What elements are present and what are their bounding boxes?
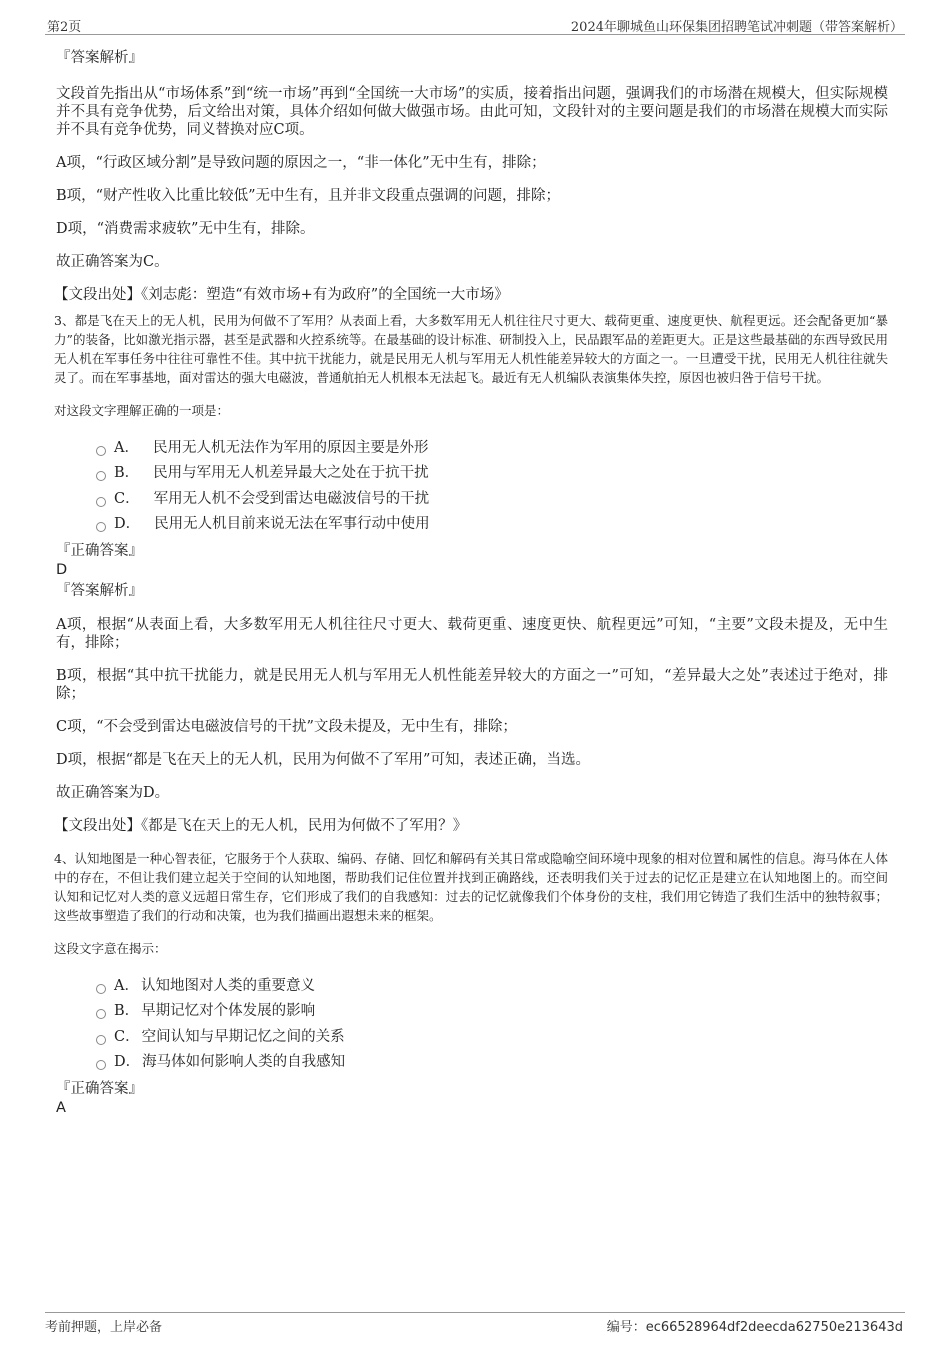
page-header [45, 14, 905, 35]
document-code-label: 编号： [606, 1320, 646, 1335]
analysis-option-d: D项，“消费需求疲软”无中生有，排除。 [56, 221, 315, 237]
question-4-text: 4、认知地图是一种心智表征，它服务于个人获取、编码、存储、回忆和解码有关其日常或隐喻空间环境中现象的相对位置和属性的信息。海马体在人体中的存在，不但让我们建立起关于空间的认知地图，帮助我们记住位置并找到正确路线，还表明我们关于过去的记忆正是建立在认知地图上的。而空间认知和记忆对人类的意义远超日常生存，它们形成了我们的自我感知：过去的记忆就像我们个体身份的支柱，我们用它铸造了我们生活中的独特叙事；这些故事塑造了我们的行动和决策，也为我们描画出遐想未来的框架。 [54, 851, 888, 923]
source-citation: 【文段出处】《都是飞在天上的无人机，民用为何做不了军用？》 [54, 818, 468, 834]
conclusion: 故正确答案为C。 [56, 254, 169, 270]
analysis-option-a: A项，根据“从表面上看，大多数军用无人机往往尺寸更大、载荷更重、速度更快、航程更远”可知，“主要”文段未提及，无中生有，排除； [56, 617, 888, 651]
conclusion: 故正确答案为D。 [56, 785, 170, 801]
question-3-prompt: 对这段文字理解正确的一项是： [54, 403, 230, 418]
analysis-label: 『答案解析』 [56, 583, 143, 599]
document-title: 2024年聊城鱼山环保集团招聘笔试冲刺题（带答案解析） [570, 20, 903, 35]
option-c[interactable]: C． 军用无人机不会受到雷达电磁波信号的干扰 [96, 486, 888, 512]
page-content [56, 46, 888, 1117]
radio-icon[interactable] [96, 522, 106, 532]
footer-slogan: 考前押题，上岸必备 [45, 1320, 163, 1335]
analysis-option-b: B项，“财产性收入比重比较低”无中生有，且并非文段重点强调的问题，排除； [56, 188, 560, 204]
radio-icon[interactable] [96, 1060, 106, 1070]
radio-icon[interactable] [96, 984, 106, 994]
analysis-option-c: C项，“不会受到雷达电磁波信号的干扰”文段未提及，无中生有，排除； [56, 719, 517, 735]
analysis-option-d: D项，根据“都是飞在天上的无人机，民用为何做不了军用”可知，表述正确，当选。 [56, 752, 590, 768]
option-b[interactable]: B． 民用与军用无人机差异最大之处在于抗干扰 [96, 461, 888, 487]
page-footer [45, 1312, 905, 1335]
correct-answer: A [56, 1100, 66, 1116]
document-code [607, 1316, 903, 1335]
page-number: 第2页 [47, 20, 82, 35]
correct-answer-label: 『正确答案』 [56, 1081, 143, 1097]
analysis-label: 『答案解析』 [56, 50, 143, 66]
correct-answer-label: 『正确答案』 [56, 543, 143, 559]
document-code-value: ec66528964df2deecda62750e213643d [645, 1320, 903, 1335]
option-b[interactable]: B． 早期记忆对个体发展的影响 [96, 999, 888, 1025]
radio-icon[interactable] [96, 471, 106, 481]
option-d[interactable]: D． 民用无人机目前来说无法在军事行动中使用 [96, 512, 888, 538]
radio-icon[interactable] [96, 497, 106, 507]
analysis-option-a: A项，“行政区域分割”是导致问题的原因之一，“非一体化”无中生有，排除； [56, 155, 546, 171]
analysis-option-b: B项，根据“其中抗干扰能力，就是民用无人机与军用无人机性能差异较大的方面之一”可知，“差异最大之处”表述过于绝对，排除； [56, 668, 888, 702]
analysis-text: 文段首先指出从“市场体系”到“统一市场”再到“全国统一大市场”的实质，接着指出问题，强调我们的市场潜在规模大，但实际规模并不具有竞争优势，后文给出对策，具体介绍如何做大做强市场。由此可知，文段针对的主要问题是我们的市场潜在规模大而实际并不具有竞争优势，同义替换对应C项。 [56, 86, 888, 138]
option-d[interactable]: D． 海马体如何影响人类的自我感知 [96, 1050, 888, 1076]
question-4-options [56, 973, 888, 1075]
source-citation: 【文段出处】《刘志彪：塑造“有效市场+有为政府”的全国统一大市场》 [54, 287, 509, 303]
correct-answer: D [56, 562, 68, 578]
radio-icon[interactable] [96, 1035, 106, 1045]
option-a[interactable]: A． 认知地图对人类的重要意义 [96, 973, 888, 999]
question-3-text: 3、都是飞在天上的无人机，民用为何做不了军用？从表面上看，大多数军用无人机往往尺寸更大、载荷更重、速度更快、航程更远。还会配备更加“暴力”的装备，比如激光指示器，甚至是武器和火控系统等。在最基础的设计标准、研制投入上，民品跟军品的差距更大。正是这些最基础的东西导致民用无人机在军事任务中往往可靠性不佳。其中抗干扰能力，就是民用无人机与军用无人机性能差异较大的方面之一。一旦遭受干扰，民用无人机往往就失灵了。而在军事基地，面对雷达的强大电磁波，普通航拍无人机根本无法起飞。最近有无人机编队表演集体失控，原因也被归咎于信号干扰。 [54, 313, 888, 385]
question-4-prompt: 这段文字意在揭示： [54, 941, 167, 956]
radio-icon[interactable] [96, 446, 106, 456]
option-c[interactable]: C． 空间认知与早期记忆之间的关系 [96, 1024, 888, 1050]
option-a[interactable]: A． 民用无人机无法作为军用的原因主要是外形 [96, 435, 888, 461]
question-3-options [56, 435, 888, 537]
radio-icon[interactable] [96, 1009, 106, 1019]
